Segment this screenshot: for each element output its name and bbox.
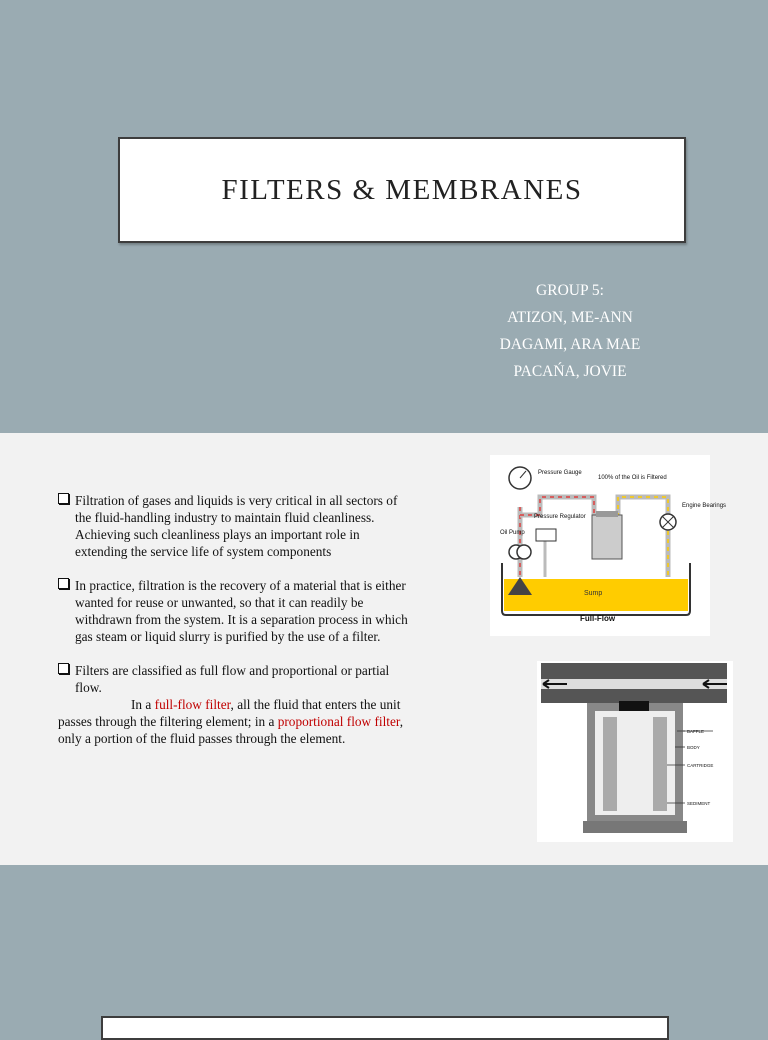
svg-text:CARTRIDGE: CARTRIDGE bbox=[687, 763, 714, 768]
svg-text:Oil Pump: Oil Pump bbox=[500, 530, 525, 536]
svg-text:Pressure Regulator: Pressure Regulator bbox=[534, 514, 586, 520]
svg-text:100% of the Oil is Filtered: 100% of the Oil is Filtered bbox=[598, 475, 667, 481]
member-3: PACAŃA, JOVIE bbox=[513, 363, 627, 380]
svg-text:BAFFLE: BAFFLE bbox=[687, 729, 705, 734]
regulator-icon bbox=[536, 529, 556, 541]
title-box bbox=[118, 137, 686, 243]
bullet-item bbox=[58, 492, 408, 560]
full-flow-diagram bbox=[490, 455, 727, 636]
bullet-text: Filters are classified as full flow and proportional or partial flow. bbox=[75, 663, 390, 695]
title-slide bbox=[0, 0, 768, 433]
cartridge-right bbox=[653, 717, 667, 811]
svg-text:SEDIMENT: SEDIMENT bbox=[687, 801, 711, 806]
svg-text:Pressure Gauge: Pressure Gauge bbox=[538, 470, 582, 476]
filter-canister bbox=[592, 515, 622, 559]
member-1: ATIZON, ME-ANN bbox=[507, 309, 633, 326]
member-2: DAGAMI, ARA MAE bbox=[499, 336, 641, 353]
caption-label: Full-Flow bbox=[580, 614, 616, 623]
next-slide-title-box bbox=[101, 1016, 669, 1040]
svg-text:BODY: BODY bbox=[687, 745, 700, 750]
group-label: GROUP 5: bbox=[536, 282, 604, 299]
checkbox-bullet-icon bbox=[58, 663, 69, 674]
bullet-list bbox=[58, 492, 408, 747]
proportional-flow-term: proportional flow filter bbox=[277, 714, 400, 729]
filter-cross-section-diagram bbox=[537, 661, 733, 842]
bullet-text: Filtration of gases and liquids is very critical in all sectors of the fluid-handling industry to maintain fluid cleanliness. Achieving such cleanliness plays an important role in extending the service life of system components bbox=[75, 493, 398, 559]
bullet-item bbox=[58, 662, 408, 696]
filter-types-paragraph: In a full-flow filter, all the fluid that enters the unit passes through the filtering element; in a proportional flow filter, only a portion of the fluid passes through the element. bbox=[58, 697, 404, 746]
next-slide bbox=[0, 865, 768, 1024]
sump-label: Sump bbox=[584, 590, 603, 597]
slide-title: FILTERS & MEMBRANES bbox=[221, 173, 583, 206]
checkbox-bullet-icon bbox=[58, 493, 69, 504]
group-members bbox=[470, 277, 670, 385]
cartridge-left bbox=[603, 717, 617, 811]
baffle bbox=[619, 701, 649, 711]
bullet-text: In practice, filtration is the recovery of a material that is either wanted for reuse or unwanted, so that it can readily be withdrawn from the system. It is a separation process in which gas steam or liquid slurry is purified by the use of a filter. bbox=[75, 578, 408, 644]
bullet-item bbox=[58, 577, 408, 645]
full-flow-term: full-flow filter bbox=[154, 697, 231, 712]
svg-text:Engine Bearings: Engine Bearings bbox=[682, 503, 727, 509]
checkbox-bullet-icon bbox=[58, 578, 69, 589]
